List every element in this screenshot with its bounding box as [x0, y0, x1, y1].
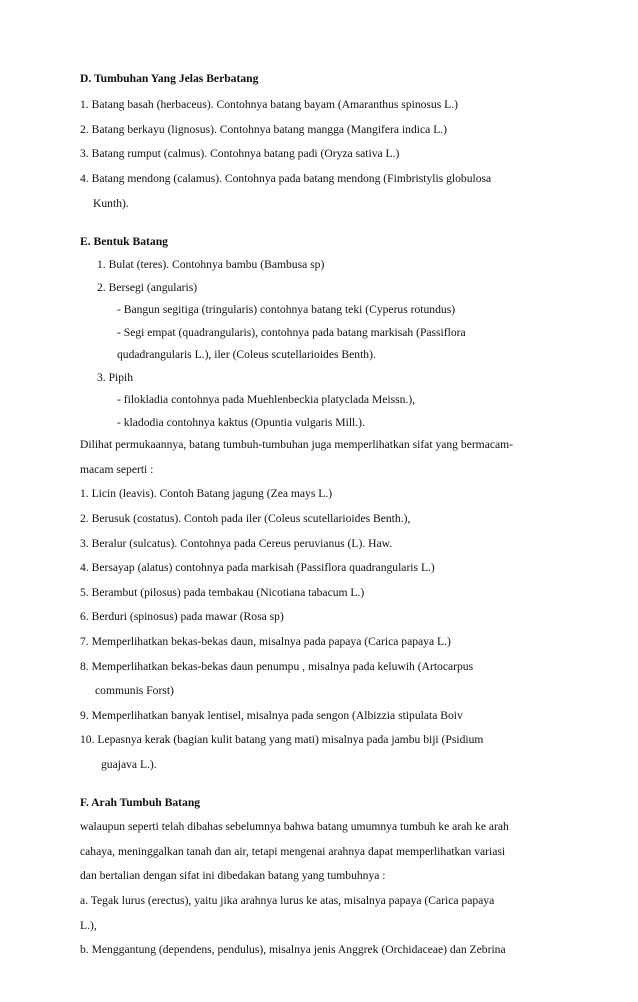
list-item-continuation: Kunth). [93, 197, 129, 210]
list-item: 2. Berusuk (costatus). Contoh pada iler (Coleus scutellarioides Benth.), [80, 512, 411, 525]
list-item: 8. Memperlihatkan bekas-bekas daun penumpu , misalnya pada keluwih (Artocarpus [80, 660, 474, 673]
list-item: 1. Licin (leavis). Contoh Batang jagung (Zea mays L.) [80, 487, 333, 500]
list-item: 3. Batang rumput (calmus). Contohnya batang padi (Oryza sativa L.) [80, 147, 400, 160]
paragraph-line: walaupun seperti telah dibahas sebelumnya bahwa batang umumnya tumbuh ke arah ke arah [80, 820, 509, 833]
paragraph-line: macam seperti : [80, 463, 154, 476]
paragraph-line: dan bertalian dengan sifat ini dibedakan batang yang tumbuhnya : [80, 869, 386, 882]
paragraph-line: Dilihat permukaannya, batang tumbuh-tumbuhan juga memperlihatkan sifat yang bermacam- [80, 438, 514, 451]
section-heading-f: F. Arah Tumbuh Batang [80, 796, 201, 809]
list-item-continuation: communis Forst) [95, 684, 174, 697]
section-heading-d: D. Tumbuhan Yang Jelas Berbatang [80, 72, 259, 85]
list-item: 3. Beralur (sulcatus). Contohnya pada Cereus peruvianus (L). Haw. [80, 537, 393, 550]
paragraph-line: cahaya, meninggalkan tanah dan air, tetapi mengenai arahnya dapat memperlihatkan variasi [80, 845, 506, 858]
list-item: 9. Memperlihatkan banyak lentisel, misalnya pada sengon (Albizzia stipulata Boiv [80, 709, 463, 722]
list-item: 2. Batang berkayu (lignosus). Contohnya batang mangga (Mangifera indica L.) [80, 123, 448, 136]
list-item: a. Tegak lurus (erectus), yaitu jika arahnya lurus ke atas, misalnya papaya (Carica papaya [80, 894, 495, 907]
list-item: b. Menggantung (dependens, pendulus), misalnya jenis Anggrek (Orchidaceae) dan Zebrina [80, 943, 506, 956]
list-item: 10. Lepasnya kerak (bagian kulit batang yang mati) misalnya pada jambu biji (Psidium [80, 733, 484, 746]
sub-list-item-continuation: qudadrangularis L.), iler (Coleus scutellarioides Benth). [117, 348, 376, 361]
list-item: 3. Pipih [97, 371, 134, 384]
section-heading-e: E. Bentuk Batang [80, 235, 168, 248]
sub-list-item: - Bangun segitiga (tringularis) contohnya batang teki (Cyperus rotundus) [117, 303, 456, 316]
list-item-continuation: guajava L.). [101, 758, 157, 771]
list-item: 4. Bersayap (alatus) contohnya pada markisah (Passiflora quadrangularis L.) [80, 561, 435, 574]
list-item: 5. Berambut (pilosus) pada tembakau (Nicotiana tabacum L.) [80, 586, 365, 599]
sub-list-item: - kladodia contohnya kaktus (Opuntia vulgaris Mill.). [117, 416, 365, 429]
list-item: 2. Bersegi (angularis) [97, 281, 198, 294]
list-item: 7. Memperlihatkan bekas-bekas daun, misalnya pada papaya (Carica papaya L.) [80, 635, 451, 648]
list-item: 4. Batang mendong (calamus). Contohnya pada batang mendong (Fimbristylis globulosa [80, 172, 492, 185]
sub-list-item: - Segi empat (quadrangularis), contohnya pada batang markisah (Passiflora [117, 326, 466, 339]
list-item-continuation: L.), [80, 919, 97, 932]
sub-list-item: - filokladia contohnya pada Muehlenbeckia platyclada Meissn.), [117, 393, 416, 406]
list-item: 6. Berduri (spinosus) pada mawar (Rosa sp) [80, 610, 284, 623]
list-item: 1. Bulat (teres). Contohnya bambu (Bambusa sp) [97, 258, 325, 271]
list-item: 1. Batang basah (herbaceus). Contohnya batang bayam (Amaranthus spinosus L.) [80, 98, 458, 111]
